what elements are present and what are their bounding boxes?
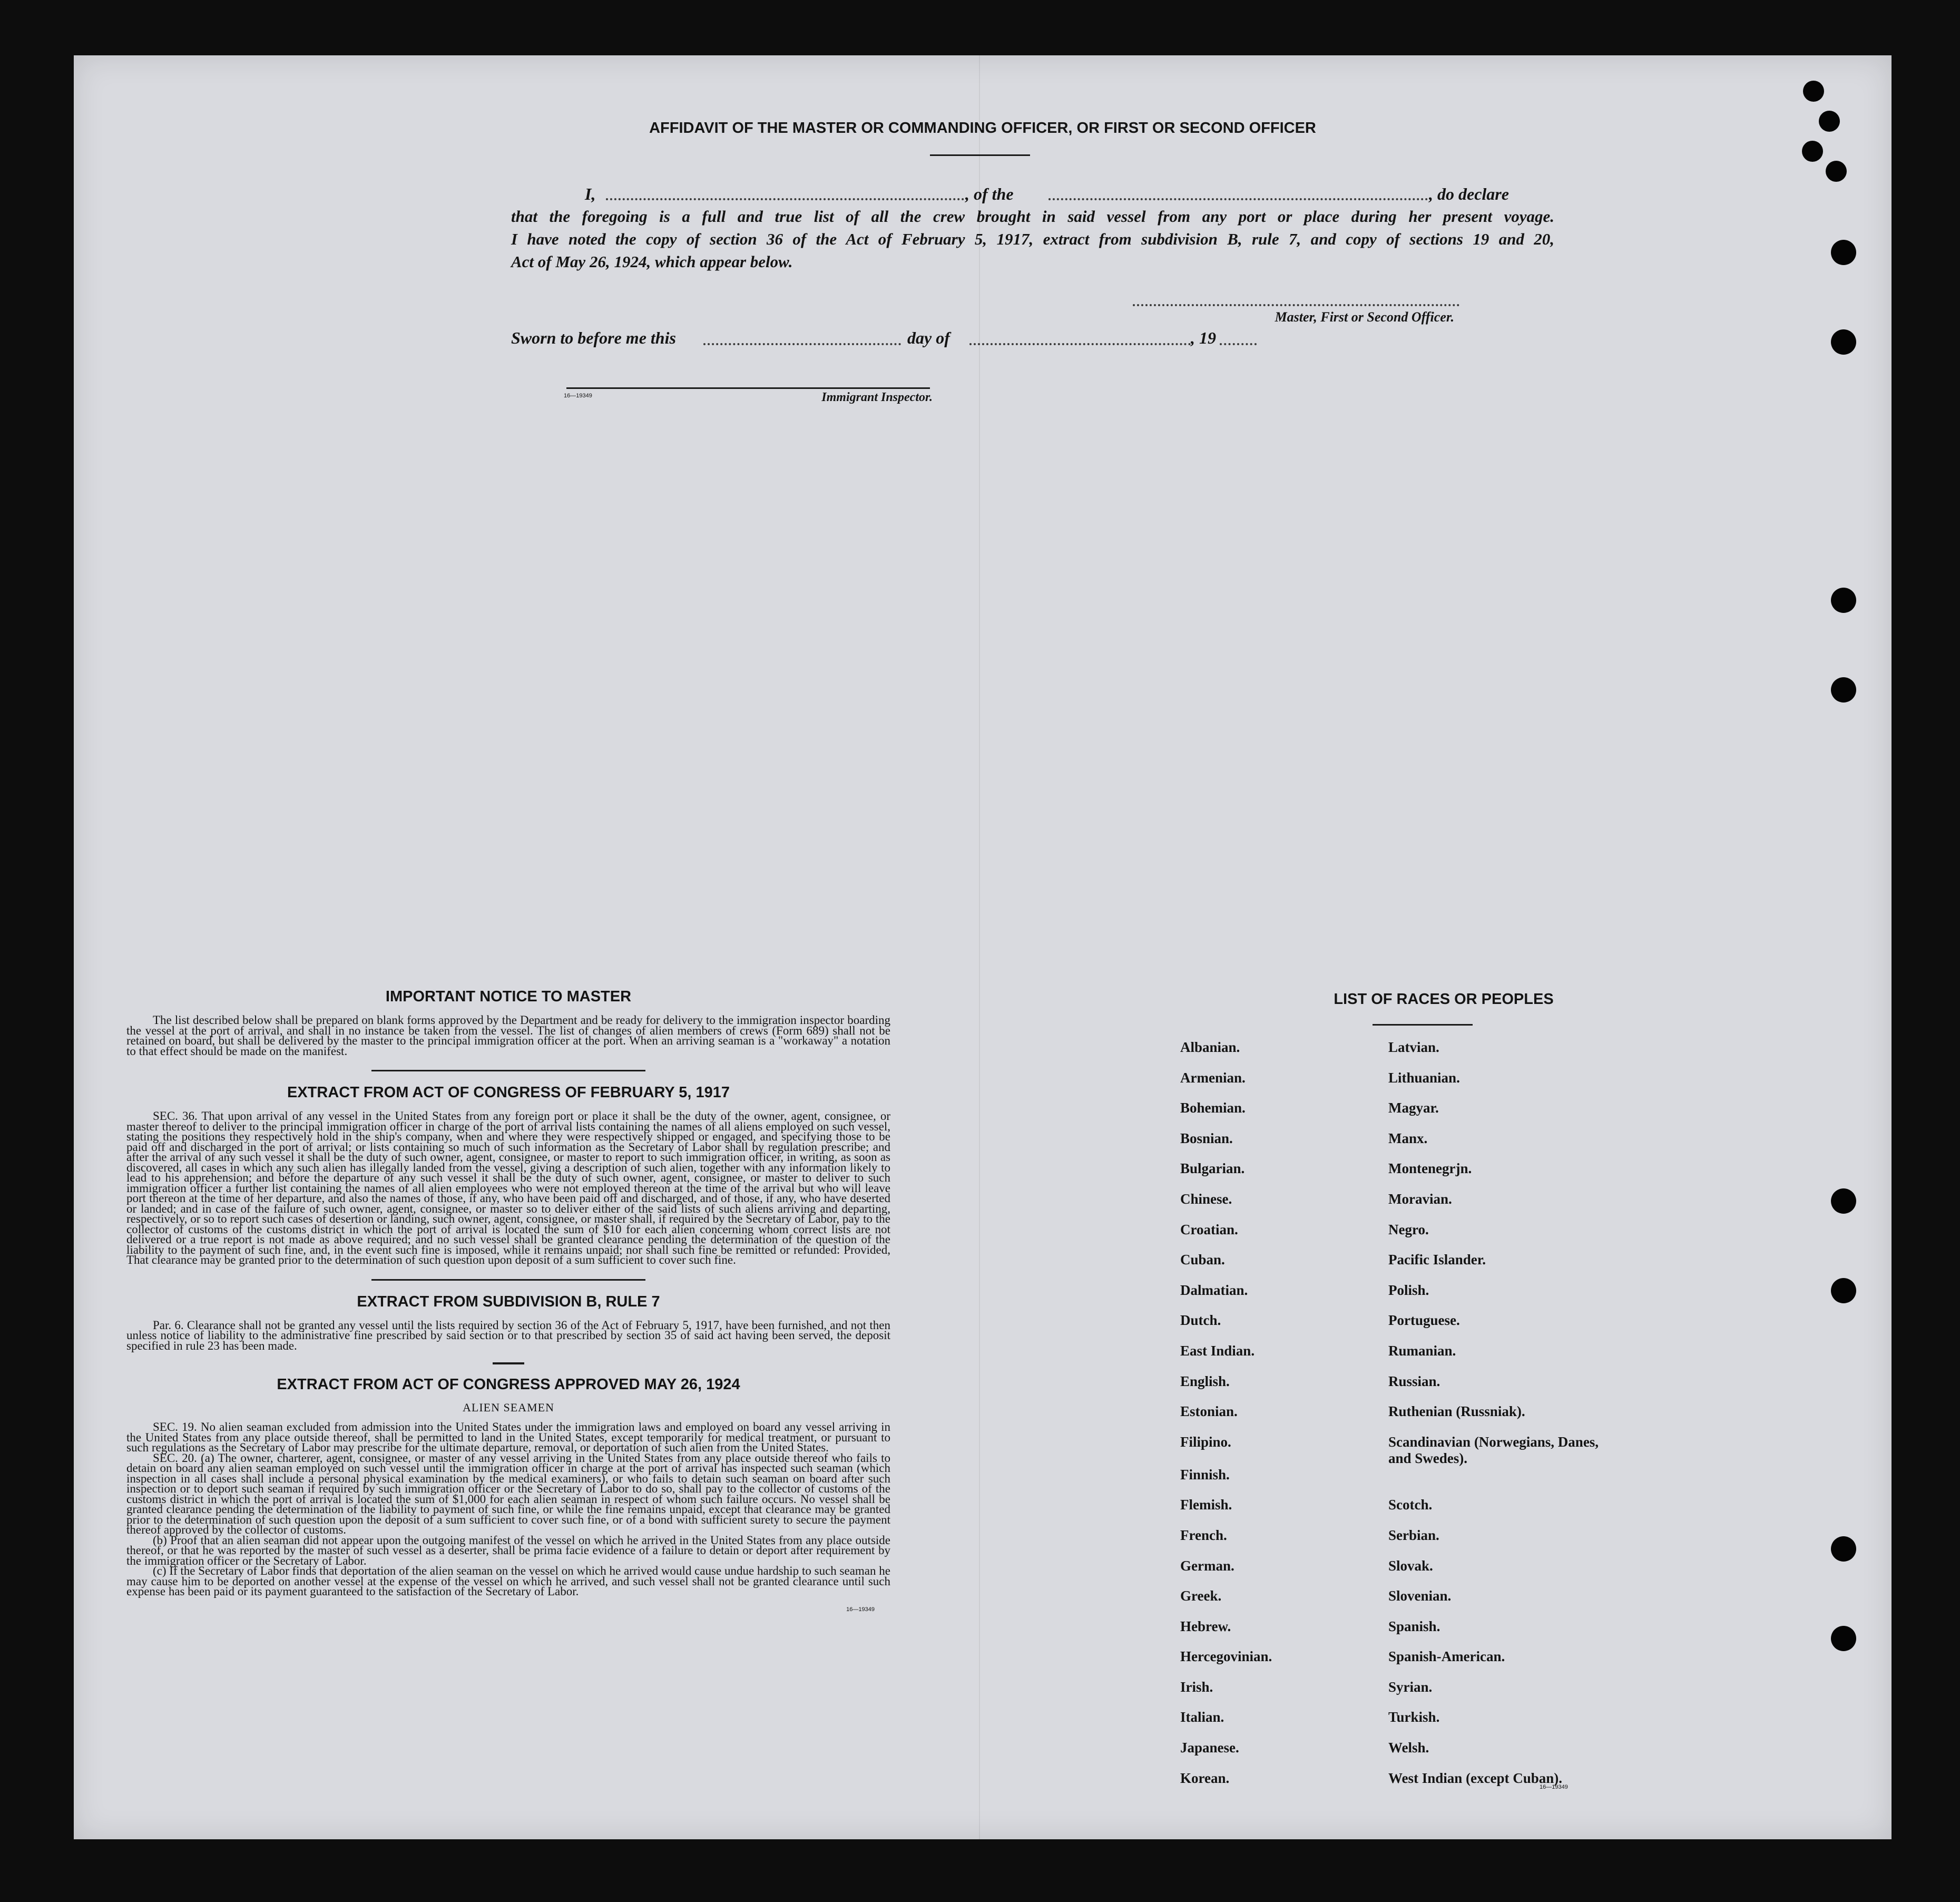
race-item: Filipino. [1180,1433,1231,1450]
race-item: Scandinavian (Norwegians, Danes, and Swedes). [1388,1433,1599,1466]
race-item: French. [1180,1527,1227,1543]
race-item: English. [1180,1373,1230,1389]
race-item: Irish. [1180,1679,1213,1695]
race-row [1180,1222,1610,1252]
signature-blank [1133,304,1459,306]
sworn-month-blank [969,343,1191,345]
race-item: Flemish. [1180,1497,1232,1513]
race-item: Russian. [1388,1373,1440,1389]
extract-form-number: 16—19349 [846,1606,875,1613]
year-prefix: , 19 [1191,328,1216,347]
race-item: Turkish. [1388,1709,1440,1725]
punch-hole [1826,161,1847,182]
race-item: Welsh. [1388,1740,1429,1756]
race-row [1180,1558,1610,1588]
punch-hole [1831,1626,1856,1651]
races-form-number: 16—19349 [1540,1784,1568,1790]
affidavit-line-1 [511,184,1554,206]
race-row [1180,1343,1610,1373]
extract-1917-title: EXTRACT FROM ACT OF CONGRESS OF FEBRUARY 5, 1917 [287,1084,730,1101]
race-item: Armenian. [1180,1069,1246,1086]
race-item: Dutch. [1180,1312,1221,1329]
race-item: Korean. [1180,1770,1230,1786]
punch-hole [1831,677,1856,703]
race-item: Greek. [1180,1588,1222,1604]
notice-body: The list described below shall be prepared on blank forms approved by the Department and be ready for delivery to the immigration inspector boarding the vessel at the port of arrival, and shall in no instance be taken from the vessel. The list of changes of alien members of crews (Form 689) shall not be retained on board, but shall be delivered by the master to the principal immigration officer at the port. When an arriving seaman is a "workaway" a notation to that effect should be made on the manifest. [126,1013,890,1058]
affidavit-line-4: Act of May 26, 1924, which appear below. [511,252,793,271]
race-item: Japanese. [1180,1740,1239,1756]
extract-rule7-title: EXTRACT FROM SUBDIVISION B, RULE 7 [357,1293,660,1310]
race-item: Estonian. [1180,1403,1238,1420]
race-item: Dalmatian. [1180,1282,1248,1298]
punch-hole [1802,141,1823,162]
notice-section [126,1015,890,1056]
race-item [1388,1467,1610,1497]
race-item: Manx. [1388,1130,1428,1146]
race-item: Syrian. [1388,1679,1433,1695]
signature-label: Master, First or Second Officer. [1275,309,1454,325]
race-row [1180,1282,1610,1313]
race-row [1180,1130,1610,1161]
race-item: Negro. [1388,1221,1429,1237]
sec-19-body: SEC. 19. No alien seaman excluded from admission into the United States under the immigration laws and employed on board any vessel arriving in the United States from any place outside thereof, shall be permitted to land in the United States, except temporarily for medical treatment, or pursuant to such regulations as the Secretary of Labor may prescribe for the ultimate departure, removal, or deportation of such alien from the United States. [126,1420,890,1454]
vessel-blank [1048,198,1428,200]
race-row [1180,1588,1610,1618]
affidavit-line-2: that the foregoing is a full and true list of all the crew brought in said vessel from any port or place during her present voyage. [511,207,1554,226]
extract-1924-title: EXTRACT FROM ACT OF CONGRESS APPROVED MAY 26, 1924 [277,1376,740,1393]
center-fold [979,55,980,1839]
left-column [126,988,890,1613]
race-item: Portuguese. [1388,1312,1460,1329]
race-item: Chinese. [1180,1191,1232,1207]
race-row [1180,1160,1610,1191]
race-item: Italian. [1180,1709,1224,1725]
short-divider [493,1362,524,1364]
race-row [1180,1527,1610,1558]
punch-hole [1831,1188,1856,1214]
extract-1924-section [126,1422,890,1597]
affidavit-do-declare: , do declare [1429,184,1509,203]
race-row [1180,1252,1610,1282]
affidavit-title: AFFIDAVIT OF THE MASTER OR COMMANDING OFFICER, OR FIRST OR SECOND OFFICER [649,120,1316,136]
section-divider [371,1070,645,1071]
inspector-signature-rule [566,387,930,389]
race-item: Hebrew. [1180,1618,1231,1634]
sec-20b-body: (b) Proof that an alien seaman did not appear upon the outgoing manifest of the vessel on which he arrived in the United States from any place outside thereof, or that he was reported by the master of such vessel as a deserter, shall be prima facie evidence of a failure to detain or deport after requirement by the immigration officer or the Secretary of Labor. [126,1533,890,1567]
race-item: Spanish-American. [1388,1649,1505,1665]
notice-title: IMPORTANT NOTICE TO MASTER [385,988,632,1005]
year-blank [1220,343,1257,345]
affidavit-of-the: , of the [965,184,1014,203]
extract-1917-section [126,1111,890,1265]
race-row [1180,1709,1610,1740]
race-row [1180,1467,1610,1497]
race-item: Lithuanian. [1388,1069,1460,1086]
punch-hole [1831,240,1856,265]
affidavit-form-number: 16—19349 [564,393,592,399]
race-item: Hercegovinian. [1180,1649,1272,1665]
race-item: Serbian. [1388,1527,1439,1543]
inspector-label: Immigrant Inspector. [821,391,933,404]
race-row [1180,1403,1610,1434]
affidavit-i: I, [585,184,596,203]
punch-hole [1831,1536,1856,1562]
race-item: Bohemian. [1180,1100,1246,1116]
race-row [1180,1497,1610,1527]
race-item: Bulgarian. [1180,1160,1245,1177]
affidavit-line-3: I have noted the copy of section 36 of the Act of February 5, 1917, extract from subdivision B, rule 7, and copy of sections 19 and 20, [511,230,1554,248]
alien-seamen-subtitle: ALIEN SEAMEN [463,1401,554,1414]
race-item: Rumanian. [1388,1342,1456,1359]
races-title-rule [1373,1024,1473,1026]
race-row [1180,1434,1610,1467]
sworn-line [511,328,1354,349]
name-blank [606,198,964,200]
race-row [1180,1649,1610,1679]
race-item: Magyar. [1388,1100,1439,1116]
races-table [1180,1039,1610,1800]
section-divider [371,1279,645,1281]
race-item: Slovak. [1388,1557,1433,1574]
race-item: Moravian. [1388,1191,1452,1207]
document-sheet [74,55,1892,1839]
sec-20a-body: SEC. 20. (a) The owner, charterer, agent, consignee, or master of any vessel arriving in the United States from any place outside thereof who fails to detain on board any alien seaman employed on such vessel until the immigration officer in charge at the port of arrival has inspected such seaman (which inspection in all cases shall include a personal physical examination by the medical examiners), or who fails to detain such seaman on board after such inspection or to deport such seaman if required by such immigration officer or the Secretary of Labor to do so, shall pay to the collector of customs of the customs district in which the port of arrival is located the sum of $1,000 for each alien seaman in respect of whom such failure occurs. No vessel shall be granted clearance pending the determination of the liability to payment of such fine, or while the fine remains unpaid, except that clearance may be granted prior to the determination of such question upon the deposit of a sum sufficient to cover such fine, or of a bond with sufficient surety to secure the payment thereof approved by the collector of customs. [126,1451,890,1536]
race-item: Bosnian. [1180,1130,1233,1146]
race-row [1180,1039,1610,1070]
race-item: Ruthenian (Russniak). [1388,1403,1525,1420]
race-row [1180,1373,1610,1404]
race-row [1180,1100,1610,1130]
sworn-day-blank [703,343,901,345]
race-item: West Indian (except Cuban). [1388,1770,1563,1786]
title-rule [930,154,1030,156]
race-row [1180,1070,1610,1100]
race-row [1180,1618,1610,1649]
punch-hole [1831,588,1856,613]
race-item: Slovenian. [1388,1588,1452,1604]
race-item: Croatian. [1180,1221,1238,1237]
race-item: Spanish. [1388,1618,1440,1634]
punch-hole [1831,329,1856,355]
race-row [1180,1679,1610,1710]
race-row [1180,1191,1610,1222]
race-item: Albanian. [1180,1039,1240,1055]
extract-rule7-section [126,1320,890,1351]
sworn-label: Sworn to before me this [511,328,676,347]
race-item: Scotch. [1388,1497,1433,1513]
race-item: Latvian. [1388,1039,1439,1055]
sec-20c-body: (c) If the Secretary of Labor finds that deportation of the alien seaman on the vessel on which he arrived would cause undue hardship to such seaman he may cause him to be deported on another vessel at the expense of the vessel on which he arrived, and such vessel shall not be granted clearance until such expense has been paid or its payment guaranteed to the satisfaction of the Secretary of Labor. [126,1564,890,1598]
extract-rule7-body: Par. 6. Clearance shall not be granted any vessel until the lists required by section 36 of the Act of February 5, 1917, have been furnished, and not then unless notice of liability to the administrative fine prescribed by said section or to that prescribed by section 35 of said act having been served, the deposit specified in rule 23 has been made. [126,1318,890,1352]
race-item: German. [1180,1557,1234,1574]
extract-1917-body: SEC. 36. That upon arrival of any vessel in the United States from any foreign port or place it shall be the duty of the owner, agent, consignee, or master thereof to deliver to the principal immigration officer in charge of the port of arrival lists containing the names of all aliens employed on such vessel, stating the positions they respectively hold in the ship's company, when and where they were respectively shipped or engaged, and specifying those to be paid off and discharged in the port of arrival; or lists containing so much of such information as the Secretary of Labor shall by regulation prescribe; and after the arrival of any such vessel it shall be the duty of such owner, agent, consignee, or master to report to such immigration officer, in writing, as soon as discovered, all cases in which any such alien has illegally landed from the vessel, giving a description of such alien, together with any information likely to lead to his apprehension; and before the departure of any such vessel it shall be the duty of such owner, agent, consignee, or master to deliver to such immigration officer a further list containing the names of all alien employees who were not employed thereon at the time of the arrival but who will leave port thereon at the time of her departure, and also the names of those, if any, who have been paid off and discharged, and of those, if any, who have deserted or landed; and in case of the failure of such owner, agent, consignee, or master so to deliver either of the said lists of such aliens arriving and departing, respectively, or so to report such cases of desertion or landing, such owner, agent, consignee, or master shall, if required by the Secretary of Labor, pay to the collector of customs of the customs district in which the port of arrival is located the sum of $10 for each alien concerning whom correct lists are not delivered or a true report is not made as above required; and no such vessel shall be granted clearance pending the determination of the question of the liability to the payment of such fine, and, in the event such fine is imposed, while it remains unpaid; nor shall such fine be remitted or refunded: Provided, That clearance may be granted prior to the determination of such question upon deposit of a sum sufficient to cover such fine. [126,1109,890,1266]
race-row [1180,1312,1610,1343]
race-item: Finnish. [1180,1466,1230,1482]
race-row [1180,1740,1610,1770]
race-item: Polish. [1388,1282,1429,1298]
race-item: Montenegrjn. [1388,1160,1472,1177]
race-item: East Indian. [1180,1342,1255,1359]
race-item: Pacific Islander. [1388,1252,1486,1268]
day-of-label: day of [907,328,950,347]
race-item: Cuban. [1180,1252,1225,1268]
races-title: LIST OF RACES OR PEOPLES [1334,991,1554,1008]
punch-hole [1803,81,1824,102]
punch-hole [1831,1278,1856,1303]
